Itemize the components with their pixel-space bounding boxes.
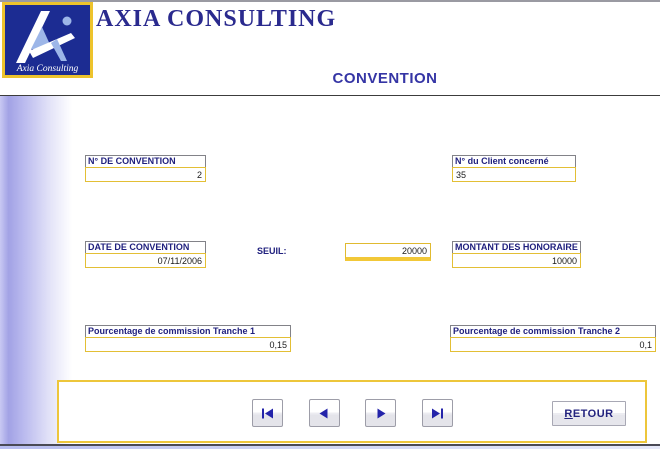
- convention-number-field[interactable]: 2: [85, 167, 206, 182]
- axia-logo: [2, 2, 93, 78]
- retour-label-rest: ETOUR: [572, 408, 614, 420]
- convention-date-label: DATE DE CONVENTION: [85, 241, 206, 254]
- client-number-label: N° du Client concerné: [452, 155, 576, 168]
- logo-caption: Axia Consulting: [16, 64, 79, 74]
- field-honoraires: [452, 241, 581, 268]
- commission-tranche-1-label: Pourcentage de commission Tranche 1: [85, 325, 291, 338]
- previous-record-button[interactable]: [309, 399, 340, 427]
- first-record-button[interactable]: [252, 399, 283, 427]
- previous-record-icon: [318, 408, 331, 419]
- convention-number-label: N° DE CONVENTION: [85, 155, 206, 168]
- navigation-panel: [57, 380, 647, 443]
- seuil-label: SEUIL:: [257, 246, 287, 256]
- retour-access-key: R: [564, 408, 573, 420]
- first-record-icon: [261, 408, 274, 419]
- axia-logo-graphic: [5, 5, 90, 75]
- next-record-button[interactable]: [365, 399, 396, 427]
- page-title: CONVENTION: [332, 70, 438, 87]
- commission-tranche-2-field[interactable]: 0,1: [450, 337, 656, 352]
- seuil-field[interactable]: 20000: [345, 243, 431, 261]
- field-convention-number: [85, 155, 206, 182]
- honoraires-field[interactable]: 10000: [452, 253, 581, 268]
- next-record-icon: [374, 408, 387, 419]
- commission-tranche-2-label: Pourcentage de commission Tranche 2: [450, 325, 656, 338]
- top-border: [0, 0, 660, 2]
- field-commission-tranche-1: [85, 325, 291, 352]
- client-number-field[interactable]: 35: [452, 167, 576, 182]
- field-commission-tranche-2: [450, 325, 656, 352]
- company-title: AXIA CONSULTING: [96, 6, 337, 32]
- retour-button[interactable]: [552, 401, 626, 426]
- convention-date-field[interactable]: 07/11/2006: [85, 253, 206, 268]
- honoraires-label: MONTANT DES HONORAIRE: [452, 241, 581, 254]
- field-convention-date: [85, 241, 206, 268]
- last-record-icon: [431, 408, 444, 419]
- last-record-button[interactable]: [422, 399, 453, 427]
- field-client-number: [452, 155, 576, 182]
- header-divider: [0, 95, 660, 96]
- commission-tranche-1-field[interactable]: 0,15: [85, 337, 291, 352]
